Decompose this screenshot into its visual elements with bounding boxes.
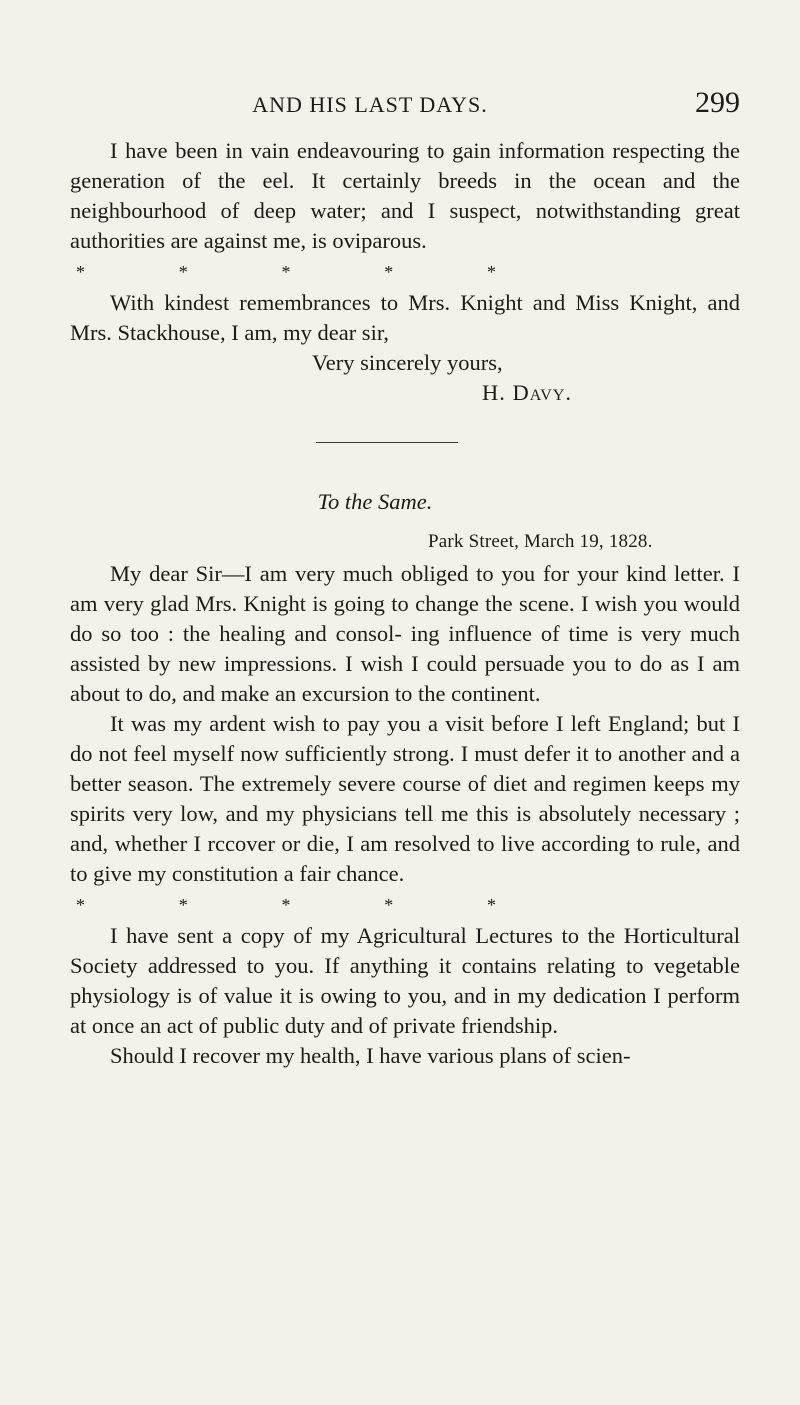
star-glyph: * — [281, 262, 291, 282]
signature-initial: H. — [482, 380, 506, 405]
star-glyph: * — [178, 262, 188, 282]
paragraph-lectures: I have sent a copy of my Agricultural Lectures to the Horticultural Society addressed to you. If anything it contains relating to vegetable physiology is of value it is owing to you, and in my dedication I perform at once an act of public duty and of private friendship. — [70, 923, 740, 1038]
letter-dateline: Park Street, March 19, 1828. — [428, 531, 653, 552]
star-glyph: * — [178, 895, 188, 915]
page-body — [70, 136, 740, 1071]
letter-closing: Very sincerely yours, — [312, 350, 503, 375]
paragraph-recover: Should I recover my health, I have various plans of scien- — [110, 1043, 631, 1068]
page-number: 299 — [695, 86, 740, 119]
star-glyph: * — [76, 895, 85, 915]
star-glyph: * — [281, 895, 291, 915]
paragraph-kind-letter: My dear Sir—I am very much obliged to you for your kind letter. I am very glad Mrs. Knight is going to change the scene. I wish you would do so too : the healing and consol- ing influence of time is very much assisted by new impressions. I wish I could persuade you to do as I am about to do, and make an excursion to the continent. — [70, 561, 740, 706]
letter-signature — [70, 378, 740, 408]
paragraph-remembrances: With kindest remembrances to Mrs. Knight and Miss Knight, and Mrs. Stackhouse, I am, my dear sir, — [70, 290, 740, 345]
signature-surname: Davy. — [512, 380, 572, 405]
running-head: AND HIS LAST DAYS. — [252, 92, 488, 117]
section-break-stars — [70, 256, 496, 288]
section-divider — [316, 442, 458, 443]
paragraph-visit: It was my ardent wish to pay you a visit before I left England; but I do not feel myself now sufficiently strong. I must defer it to another and a better season. The extremely severe course of diet and regimen keeps my spirits very low, and my physicians tell me this is absolutely necessary ; and, whether I rccover or die, I am resolved to live according to rule, and to give my constitution a fair chance. — [70, 711, 740, 886]
page-header — [60, 86, 740, 126]
star-glyph: * — [384, 262, 394, 282]
star-glyph: * — [487, 262, 496, 282]
star-glyph: * — [384, 895, 394, 915]
star-glyph: * — [487, 895, 496, 915]
letter-heading: To the Same. — [317, 489, 433, 514]
star-glyph: * — [76, 262, 85, 282]
paragraph-eel: I have been in vain endeavouring to gain information respecting the generation of the eel. It certainly breeds in the ocean and the neighbourhood of deep water; and I suspect, notwithstanding great authorities are against me, is oviparous. — [70, 138, 740, 253]
section-break-stars-2 — [70, 889, 496, 921]
